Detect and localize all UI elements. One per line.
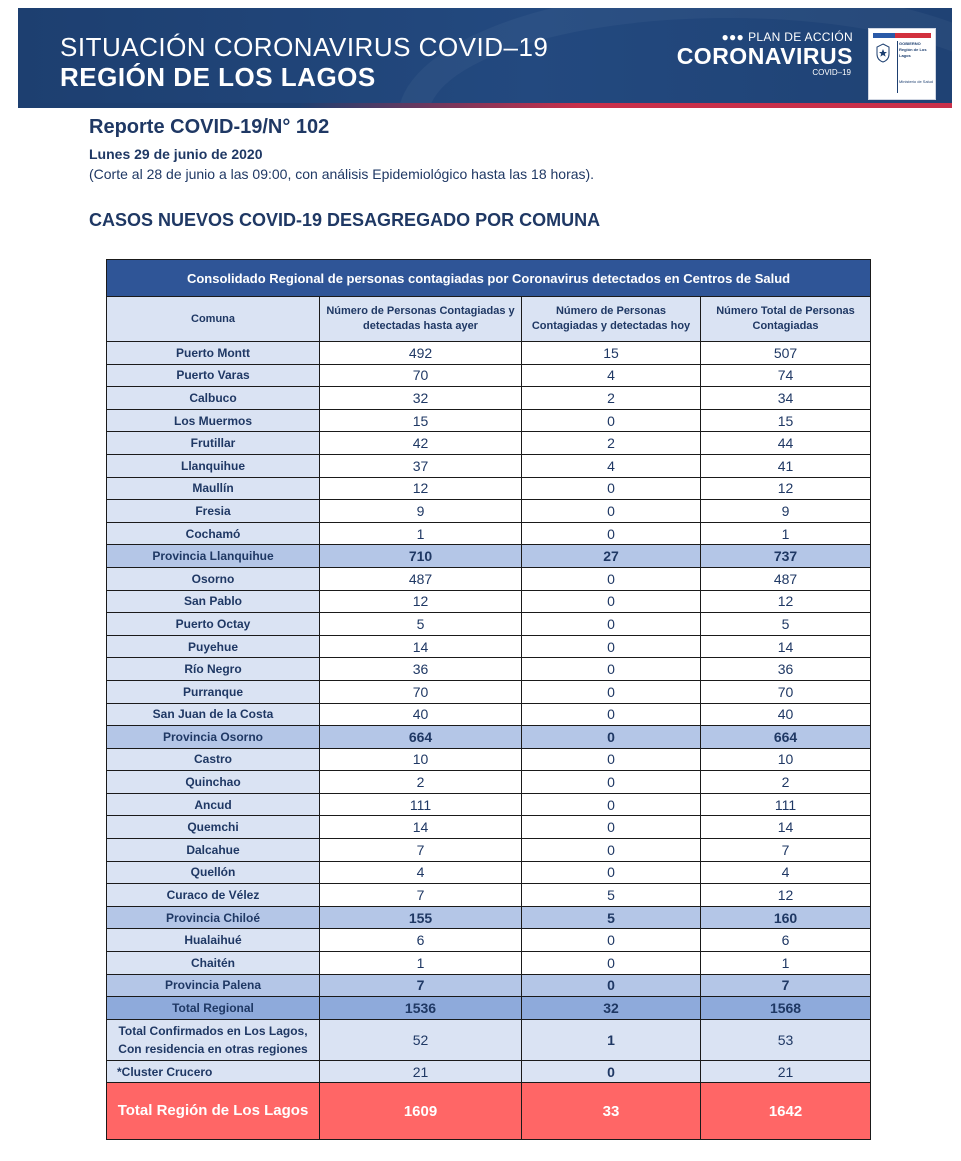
row-ayer: 7 (320, 884, 522, 907)
row-ayer: 1536 (320, 997, 522, 1020)
section-title: CASOS NUEVOS COVID-19 DESAGREGADO POR COMUNA (89, 210, 601, 230)
table-row-confirmed-other-regions (107, 1019, 871, 1060)
row-ayer: 14 (320, 816, 522, 839)
row-ayer: 487 (320, 567, 522, 590)
row-hoy: 5 (522, 906, 701, 929)
row-ayer: 155 (320, 906, 522, 929)
row-name: Frutillar (107, 432, 320, 455)
row-total: 14 (701, 635, 871, 658)
table-row (107, 432, 871, 455)
row-name: Total Región de Los Lagos (107, 1083, 320, 1140)
row-name: Río Negro (107, 658, 320, 681)
row-ayer: 2 (320, 771, 522, 794)
row-name: Curaco de Vélez (107, 884, 320, 907)
row-hoy: 33 (522, 1083, 701, 1140)
row-name: Chaitén (107, 952, 320, 975)
row-ayer: 492 (320, 342, 522, 365)
row-ayer: 6 (320, 929, 522, 952)
row-hoy: 0 (522, 952, 701, 975)
row-ayer: 42 (320, 432, 522, 455)
row-total: 1642 (701, 1083, 871, 1140)
table-row (107, 500, 871, 523)
row-ayer: 7 (320, 839, 522, 862)
row-total: 6 (701, 929, 871, 952)
row-hoy: 0 (522, 726, 701, 749)
table-row-province (107, 974, 871, 997)
table-row (107, 409, 871, 432)
row-ayer: 1609 (320, 1083, 522, 1140)
table-row (107, 364, 871, 387)
banner-title-line2: REGIÓN DE LOS LAGOS (60, 62, 376, 92)
header-comuna: Comuna (107, 297, 320, 342)
row-name: Provincia Palena (107, 974, 320, 997)
row-name: Puerto Varas (107, 364, 320, 387)
row-hoy: 0 (522, 816, 701, 839)
row-hoy: 0 (522, 522, 701, 545)
plan-title: CORONAVIRUS (676, 43, 853, 69)
table-row (107, 929, 871, 952)
table-row (107, 477, 871, 500)
row-name: Quemchi (107, 816, 320, 839)
row-name: Los Muermos (107, 409, 320, 432)
row-name: Osorno (107, 567, 320, 590)
row-name: Fresia (107, 500, 320, 523)
row-hoy: 4 (522, 454, 701, 477)
row-total: 7 (701, 974, 871, 997)
row-total: 507 (701, 342, 871, 365)
row-total: 7 (701, 839, 871, 862)
table-row (107, 567, 871, 590)
row-ayer: 14 (320, 635, 522, 658)
table-row (107, 454, 871, 477)
row-hoy: 0 (522, 680, 701, 703)
row-hoy: 0 (522, 590, 701, 613)
row-total: 12 (701, 590, 871, 613)
row-ayer: 5 (320, 613, 522, 636)
table-row-grand-total (107, 1083, 871, 1140)
row-total: 5 (701, 613, 871, 636)
row-hoy: 0 (522, 477, 701, 500)
row-total: 74 (701, 364, 871, 387)
table-row-province (107, 545, 871, 568)
table-row (107, 771, 871, 794)
row-total: 10 (701, 748, 871, 771)
row-name: Provincia Osorno (107, 726, 320, 749)
row-ayer: 111 (320, 793, 522, 816)
plan-label: PLAN DE ACCIÓN (748, 30, 853, 44)
table-body (107, 342, 871, 1020)
row-total: 12 (701, 477, 871, 500)
row-total: 41 (701, 454, 871, 477)
report-title: Reporte COVID-19/N° 102 (89, 116, 330, 138)
row-ayer: 9 (320, 500, 522, 523)
row-name: Llanquihue (107, 454, 320, 477)
row-hoy: 27 (522, 545, 701, 568)
row-hoy: 15 (522, 342, 701, 365)
row-hoy: 0 (522, 658, 701, 681)
row-total: 2 (701, 771, 871, 794)
row-total: 737 (701, 545, 871, 568)
row-name: Quinchao (107, 771, 320, 794)
government-logo (868, 28, 936, 100)
row-total: 15 (701, 409, 871, 432)
table-row (107, 590, 871, 613)
row-total: 12 (701, 884, 871, 907)
row-total: 160 (701, 906, 871, 929)
row-ayer: 710 (320, 545, 522, 568)
gob-text: GOBIERNO Región de Los Lagos (899, 41, 927, 58)
row-hoy: 0 (522, 929, 701, 952)
row-hoy: 0 (522, 974, 701, 997)
row-name: Puyehue (107, 635, 320, 658)
header-hoy: Número de Personas Contagiadas y detectadas hoy (522, 297, 701, 342)
plan-subtitle: COVID–19 (812, 68, 851, 77)
row-name: San Juan de la Costa (107, 703, 320, 726)
header-ayer: Número de Personas Contagiadas y detectadas hasta ayer (320, 297, 522, 342)
table-row (107, 861, 871, 884)
row-name: Puerto Octay (107, 613, 320, 636)
table-row (107, 522, 871, 545)
row-total: 1 (701, 522, 871, 545)
row-ayer: 70 (320, 364, 522, 387)
row-ayer: 4 (320, 861, 522, 884)
table-row (107, 816, 871, 839)
people-icon: ●●● (721, 30, 745, 44)
row-ayer: 7 (320, 974, 522, 997)
row-name: Calbuco (107, 387, 320, 410)
row-hoy: 0 (522, 771, 701, 794)
row-total: 40 (701, 703, 871, 726)
table-row-total-regional (107, 997, 871, 1020)
row-hoy: 0 (522, 613, 701, 636)
table-row (107, 748, 871, 771)
header-banner (18, 8, 952, 108)
row-ayer: 36 (320, 658, 522, 681)
banner-stripe (18, 103, 952, 108)
table-row (107, 342, 871, 365)
table-row (107, 952, 871, 975)
row-hoy: 2 (522, 432, 701, 455)
row-hoy: 32 (522, 997, 701, 1020)
table-row-cluster (107, 1060, 871, 1083)
row-hoy: 0 (522, 793, 701, 816)
row-name: Provincia Llanquihue (107, 545, 320, 568)
row-hoy: 0 (522, 703, 701, 726)
star-shield-icon (875, 43, 891, 63)
row-name: *Cluster Crucero (107, 1060, 320, 1083)
row-hoy: 1 (522, 1019, 701, 1060)
row-name: Purranque (107, 680, 320, 703)
plan-de-accion-logo (658, 26, 853, 96)
row-hoy: 4 (522, 364, 701, 387)
row-ayer: 37 (320, 454, 522, 477)
row-ayer: 10 (320, 748, 522, 771)
table-row (107, 703, 871, 726)
row-hoy: 0 (522, 500, 701, 523)
row-name: Ancud (107, 793, 320, 816)
row-total: 111 (701, 793, 871, 816)
row-name: San Pablo (107, 590, 320, 613)
table-row (107, 635, 871, 658)
row-hoy: 2 (522, 387, 701, 410)
row-ayer: 21 (320, 1060, 522, 1083)
row-name: Hualaihué (107, 929, 320, 952)
row-total: 664 (701, 726, 871, 749)
table-caption: Consolidado Regional de personas contagiadas por Coronavirus detectados en Centros de Salud (107, 260, 871, 297)
row-name: Total Confirmados en Los Lagos, Con residencia en otras regiones (107, 1019, 320, 1060)
row-hoy: 0 (522, 567, 701, 590)
row-total: 21 (701, 1060, 871, 1083)
table-row-province (107, 726, 871, 749)
row-total: 44 (701, 432, 871, 455)
row-name: Total Regional (107, 997, 320, 1020)
row-name: Maullín (107, 477, 320, 500)
row-ayer: 40 (320, 703, 522, 726)
row-name: Provincia Chiloé (107, 906, 320, 929)
row-hoy: 0 (522, 861, 701, 884)
table-row (107, 680, 871, 703)
row-ayer: 15 (320, 409, 522, 432)
row-name: Castro (107, 748, 320, 771)
row-hoy: 0 (522, 409, 701, 432)
table-row (107, 793, 871, 816)
row-name: Dalcahue (107, 839, 320, 862)
report-cut-note: (Corte al 28 de junio a las 09:00, con análisis Epidemiológico hasta las 18 horas). (89, 166, 595, 182)
report-date: Lunes 29 de junio de 2020 (89, 146, 263, 162)
banner-title-line1: SITUACIÓN CORONAVIRUS COVID–19 (60, 32, 549, 62)
row-name: Puerto Montt (107, 342, 320, 365)
row-ayer: 12 (320, 477, 522, 500)
row-ayer: 1 (320, 522, 522, 545)
row-name: Cochamó (107, 522, 320, 545)
row-name: Quellón (107, 861, 320, 884)
row-total: 4 (701, 861, 871, 884)
row-total: 9 (701, 500, 871, 523)
row-ayer: 664 (320, 726, 522, 749)
row-total: 14 (701, 816, 871, 839)
row-total: 487 (701, 567, 871, 590)
row-hoy: 5 (522, 884, 701, 907)
table-row-province (107, 906, 871, 929)
row-hoy: 0 (522, 1060, 701, 1083)
row-ayer: 52 (320, 1019, 522, 1060)
row-total: 1568 (701, 997, 871, 1020)
table-row (107, 387, 871, 410)
table-row (107, 839, 871, 862)
row-ayer: 32 (320, 387, 522, 410)
table-row (107, 884, 871, 907)
row-total: 70 (701, 680, 871, 703)
row-total: 34 (701, 387, 871, 410)
header-total: Número Total de Personas Contagiadas (701, 297, 871, 342)
row-hoy: 0 (522, 748, 701, 771)
row-hoy: 0 (522, 839, 701, 862)
row-ayer: 1 (320, 952, 522, 975)
cases-table (106, 259, 871, 1140)
row-total: 36 (701, 658, 871, 681)
table-row (107, 613, 871, 636)
row-ayer: 12 (320, 590, 522, 613)
row-ayer: 70 (320, 680, 522, 703)
row-total: 53 (701, 1019, 871, 1060)
table-row (107, 658, 871, 681)
ministerio-text: Ministerio de Salud (899, 79, 934, 84)
row-total: 1 (701, 952, 871, 975)
row-hoy: 0 (522, 635, 701, 658)
